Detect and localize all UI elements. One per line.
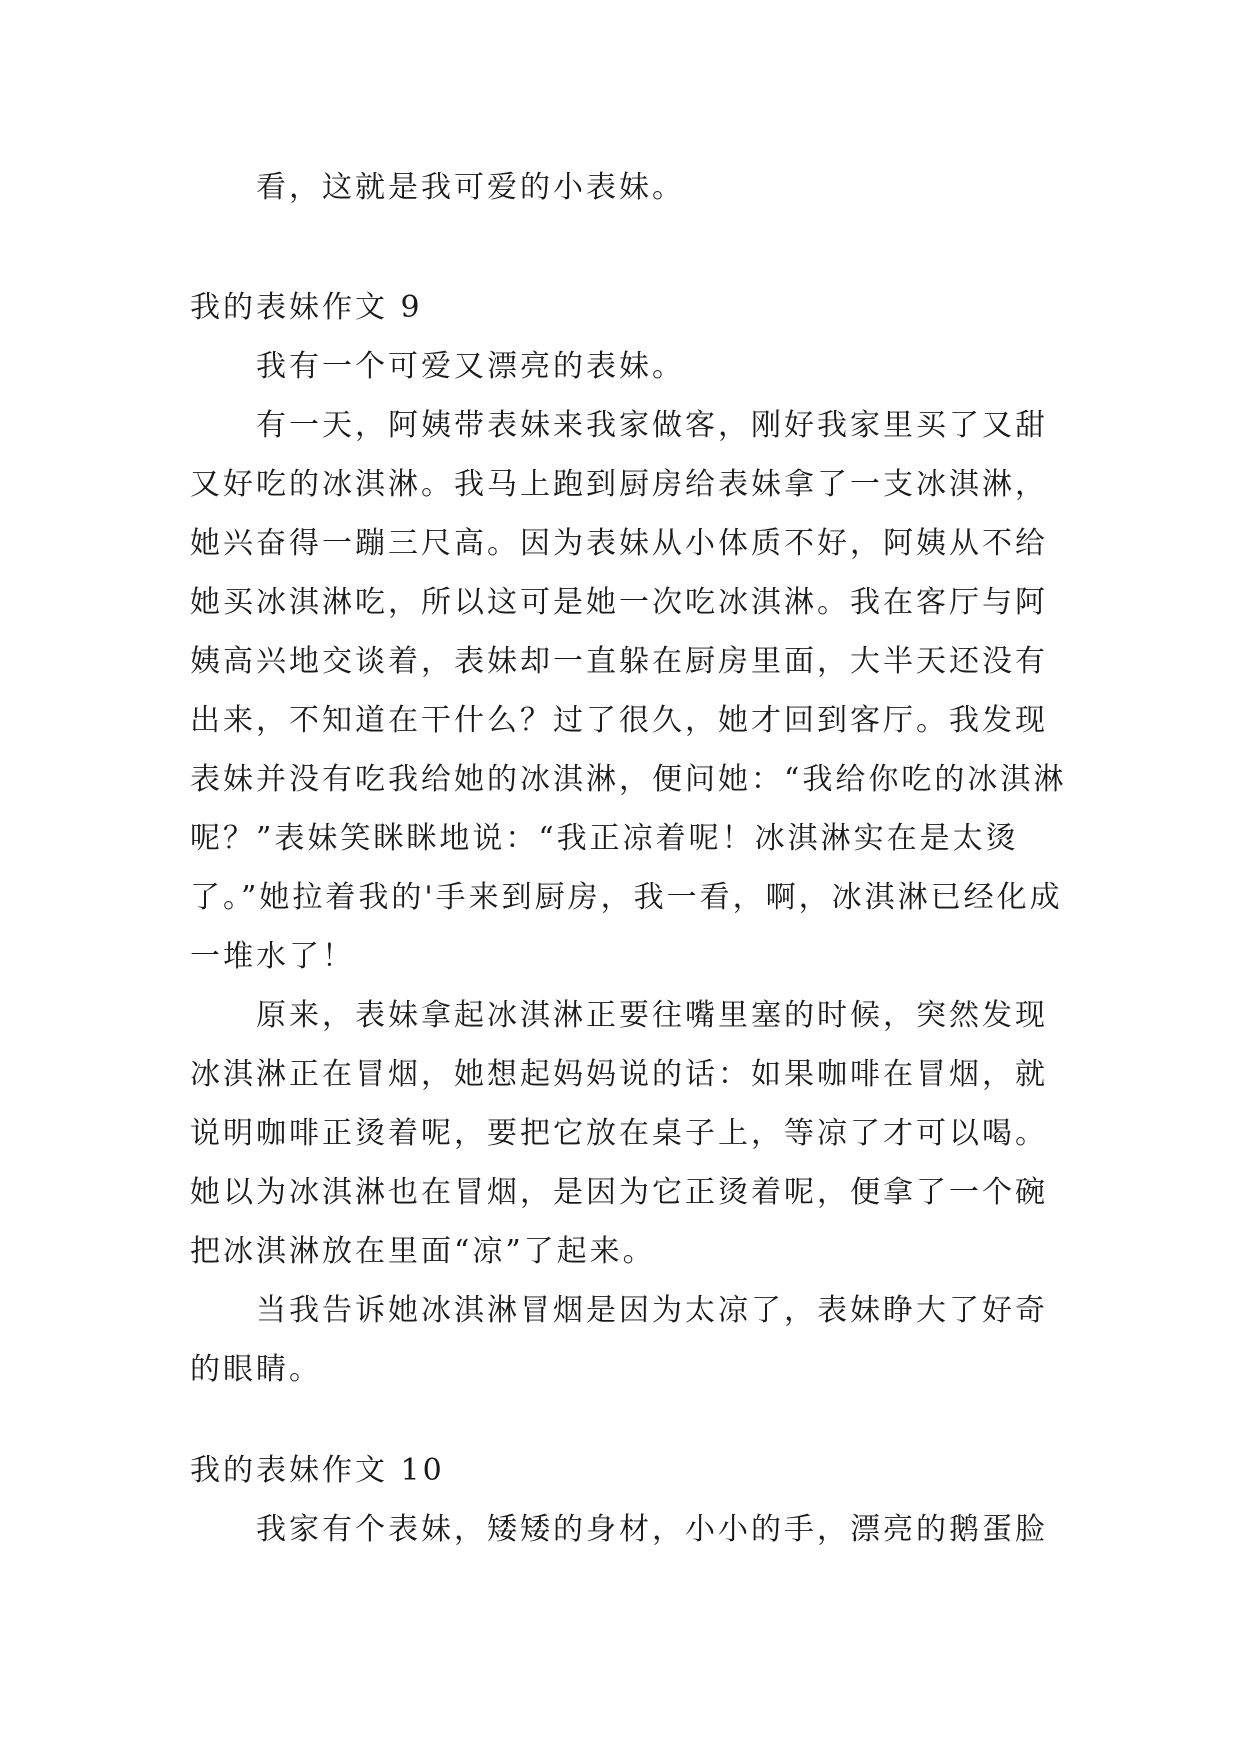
paragraph: 我家有个表妹，矮矮的身材，小小的手，漂亮的鹅蛋脸 — [256, 1512, 1048, 1547]
paragraph: 当我告诉她冰淇淋冒烟是因为太凉了，表妹睁大了好奇的眼睛。 — [190, 1293, 1048, 1387]
paragraph: 看，这就是我可爱的小表妹。 — [256, 170, 685, 205]
essay-9-title: 我的表妹作文 9 — [190, 290, 423, 325]
paragraph: 有一天，阿姨带表妹来我家做客，刚好我家里买了又甜又好吃的冰淇淋。我马上跑到厨房给表妹拿了一支冰淇淋，她兴奋得一蹦三尺高。因为表妹从小体质不好，阿姨从不给她买冰淇淋吃，所以这可是她一次吃冰淇淋。我在客厅与阿姨高兴地交谈着，表妹却一直躲在厨房里面，大半天还没有出来，不知道在干什么？过了很久，她才回到客厅。我发现表妹并没有吃我给她的冰淇淋，便问她：“我给你吃的冰淇淋呢？”表妹笑眯眯地说：“我正凉着呢！冰淇淋实在是太烫了。”她拉着我的'手来到厨房，我一看，啊，冰淇淋已经化成一堆水了！ — [190, 408, 1067, 974]
previous-essay-ending — [190, 158, 1070, 217]
paragraph: 原来，表妹拿起冰淇淋正要往嘴里塞的时候，突然发现冰淇淋正在冒烟，她想起妈妈说的话：如果咖啡在冒烟，就说明咖啡正烫着呢，要把它放在桌子上，等凉了才可以喝。她以为冰淇淋也在冒烟，是因为它正烫着呢，便拿了一个碗把冰淇淋放在里面“凉”了起来。 — [190, 998, 1048, 1269]
essay-10 — [190, 1441, 1070, 1559]
essay-9 — [190, 278, 1070, 1399]
paragraph: 我有一个可爱又漂亮的表妹。 — [256, 349, 685, 384]
essay-10-title: 我的表妹作文 10 — [190, 1453, 445, 1488]
